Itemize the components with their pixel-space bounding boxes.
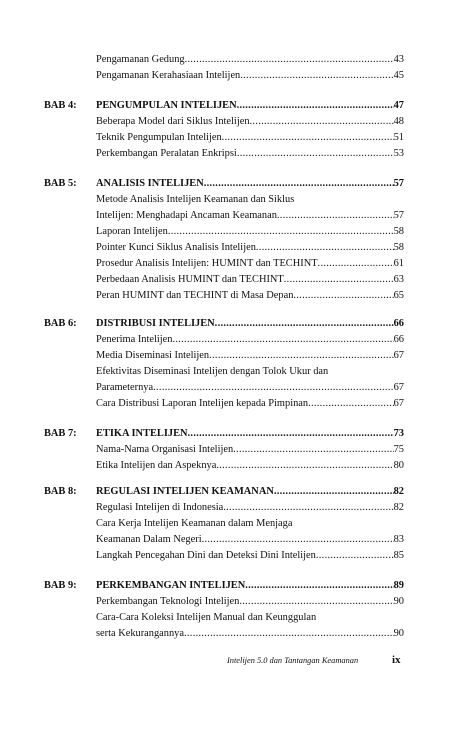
dot-leader — [202, 532, 394, 548]
entry-title: Intelijen: Menghadapi Ancaman Keamanan — [96, 210, 277, 221]
entry-page-number: 58 — [393, 242, 404, 253]
entry-page-number: 80 — [393, 460, 404, 471]
dot-leader — [293, 288, 393, 304]
entry-title: Perbedaan Analisis HUMINT dan TECHINT — [96, 274, 284, 285]
entry-title: serta Kekurangannya — [96, 628, 184, 639]
dot-leader — [216, 458, 393, 474]
entry-page-number: 90 — [393, 596, 404, 607]
entry-page-number: 89 — [393, 580, 404, 591]
dot-leader — [237, 98, 394, 114]
dot-leader — [239, 594, 393, 610]
entry-page-number: 43 — [393, 54, 404, 65]
toc-entry[interactable] — [96, 224, 404, 240]
entry-page-number: 75 — [393, 444, 404, 455]
toc-entry[interactable]: Cara-Cara Koleksi Intelijen Manual dan Keunggulan — [96, 612, 317, 623]
entry-page-number: 67 — [393, 398, 404, 409]
entry-page-number: 82 — [393, 486, 404, 497]
dot-leader — [172, 332, 393, 348]
toc-entry[interactable] — [96, 626, 404, 642]
entry-page-number: 48 — [393, 116, 404, 127]
dot-leader — [233, 442, 393, 458]
toc-entry[interactable] — [96, 288, 404, 304]
chapter-title: PERKEMBANGAN INTELIJEN — [96, 580, 246, 591]
dot-leader — [188, 426, 394, 442]
toc-entry[interactable] — [96, 380, 404, 396]
toc-entry[interactable] — [96, 52, 404, 68]
toc-entry[interactable] — [96, 396, 404, 412]
dot-leader — [240, 68, 393, 84]
entry-title: Prosedur Analisis Intelijen: HUMINT dan TECHINT — [96, 258, 318, 269]
toc-entry[interactable] — [96, 272, 404, 288]
entry-title: Pengamanan Kerahasiaan Intelijen — [96, 70, 241, 81]
dot-leader — [237, 146, 394, 162]
entry-title: Teknik Pengumpulan Intelijen — [96, 132, 222, 143]
chapter-title: PENGUMPULAN INTELIJEN — [96, 100, 237, 111]
entry-title: Nama-Nama Organisasi Intelijen — [96, 444, 234, 455]
entry-title: Laporan Intelijen — [96, 226, 168, 237]
toc-entry[interactable]: Efektivitas Diseminasi Intelijen dengan Tolok Ukur dan — [96, 366, 329, 377]
toc-entry[interactable] — [96, 256, 404, 272]
entry-page-number: 85 — [393, 550, 404, 561]
entry-title: Pengamanan Gedung — [96, 54, 185, 65]
chapter-heading[interactable] — [96, 578, 404, 594]
dot-leader — [222, 130, 394, 146]
chapter-number: BAB 5: — [44, 178, 77, 189]
entry-page-number: 53 — [393, 148, 404, 159]
entry-title: Cara Distribusi Laporan Intelijen kepada Pimpinan — [96, 398, 309, 409]
chapter-number: BAB 6: — [44, 318, 77, 329]
toc-entry[interactable] — [96, 208, 404, 224]
toc-entry[interactable] — [96, 548, 404, 564]
entry-title: Perkembangan Teknologi Intelijen — [96, 596, 240, 607]
entry-page-number: 47 — [393, 100, 404, 111]
dot-leader — [250, 114, 394, 130]
chapter-number: BAB 7: — [44, 428, 77, 439]
chapter-heading[interactable] — [96, 98, 404, 114]
toc-entry[interactable] — [96, 348, 404, 364]
dot-leader — [318, 256, 394, 272]
dot-leader — [184, 626, 394, 642]
chapter-heading[interactable] — [96, 426, 404, 442]
toc-entry[interactable] — [96, 500, 404, 516]
toc-entry[interactable]: Cara Kerja Intelijen Keamanan dalam Menjaga — [96, 518, 293, 529]
dot-leader — [153, 380, 393, 396]
toc-entry[interactable] — [96, 594, 404, 610]
toc-entry[interactable] — [96, 240, 404, 256]
entry-page-number: 61 — [393, 258, 404, 269]
dot-leader — [204, 176, 394, 192]
toc-entry[interactable]: Metode Analisis Intelijen Keamanan dan Siklus — [96, 194, 295, 205]
entry-page-number: 65 — [393, 290, 404, 301]
running-footer-title: Intelijen 5.0 dan Tantangan Keamanan — [227, 656, 359, 665]
chapter-heading[interactable] — [96, 176, 404, 192]
dot-leader — [168, 224, 394, 240]
dot-leader — [274, 484, 394, 500]
entry-page-number: 67 — [393, 350, 404, 361]
entry-page-number: 51 — [393, 132, 404, 143]
entry-title: Beberapa Model dari Siklus Intelijen — [96, 116, 250, 127]
dot-leader — [284, 272, 394, 288]
entry-title: Penerima Intelijen — [96, 334, 173, 345]
toc-entry[interactable] — [96, 532, 404, 548]
entry-page-number: 66 — [393, 334, 404, 345]
chapter-number: BAB 4: — [44, 100, 77, 111]
entry-page-number: 82 — [393, 502, 404, 513]
chapter-title: REGULASI INTELIJEN KEAMANAN — [96, 486, 274, 497]
entry-title: Langkah Pencegahan Dini dan Deteksi Dini Intelijen — [96, 550, 316, 561]
entry-page-number: 90 — [393, 628, 404, 639]
entry-title: Peran HUMINT dan TECHINT di Masa Depan — [96, 290, 294, 301]
toc-entry[interactable] — [96, 114, 404, 130]
dot-leader — [277, 208, 394, 224]
dot-leader — [223, 500, 393, 516]
chapter-heading[interactable] — [96, 484, 404, 500]
toc-entry[interactable] — [96, 68, 404, 84]
entry-page-number: 57 — [393, 210, 404, 221]
chapter-number: BAB 8: — [44, 486, 77, 497]
entry-title: Parameternya — [96, 382, 154, 393]
toc-entry[interactable] — [96, 442, 404, 458]
chapter-title: DISTRIBUSI INTELIJEN — [96, 318, 215, 329]
entry-page-number: 58 — [393, 226, 404, 237]
entry-page-number: 45 — [393, 70, 404, 81]
toc-entry[interactable] — [96, 146, 404, 162]
toc-entry[interactable] — [96, 458, 404, 474]
dot-leader — [316, 548, 394, 564]
dot-leader — [185, 52, 394, 68]
entry-page-number: 63 — [393, 274, 404, 285]
toc-entry[interactable] — [96, 130, 404, 146]
dot-leader — [308, 396, 394, 412]
dot-leader — [256, 240, 394, 256]
dot-leader — [209, 348, 393, 364]
dot-leader — [245, 578, 393, 594]
entry-title: Regulasi Intelijen di Indonesia — [96, 502, 224, 513]
entry-page-number: 83 — [393, 534, 404, 545]
page-number: ix — [392, 654, 401, 666]
entry-page-number: 57 — [393, 178, 404, 189]
entry-title: Keamanan Dalam Negeri — [96, 534, 202, 545]
chapter-title: ANALISIS INTELIJEN — [96, 178, 204, 189]
entry-title: Media Diseminasi Intelijen — [96, 350, 210, 361]
entry-page-number: 66 — [393, 318, 404, 329]
entry-title: Pointer Kunci Siklus Analisis Intelijen — [96, 242, 256, 253]
entry-title: Perkembangan Peralatan Enkripsi — [96, 148, 237, 159]
dot-leader — [215, 316, 394, 332]
entry-page-number: 73 — [393, 428, 404, 439]
chapter-heading[interactable] — [96, 316, 404, 332]
toc-entry[interactable] — [96, 332, 404, 348]
chapter-number: BAB 9: — [44, 580, 77, 591]
entry-title: Etika Intelijen dan Aspeknya — [96, 460, 217, 471]
chapter-title: ETIKA INTELIJEN — [96, 428, 188, 439]
entry-page-number: 67 — [393, 382, 404, 393]
